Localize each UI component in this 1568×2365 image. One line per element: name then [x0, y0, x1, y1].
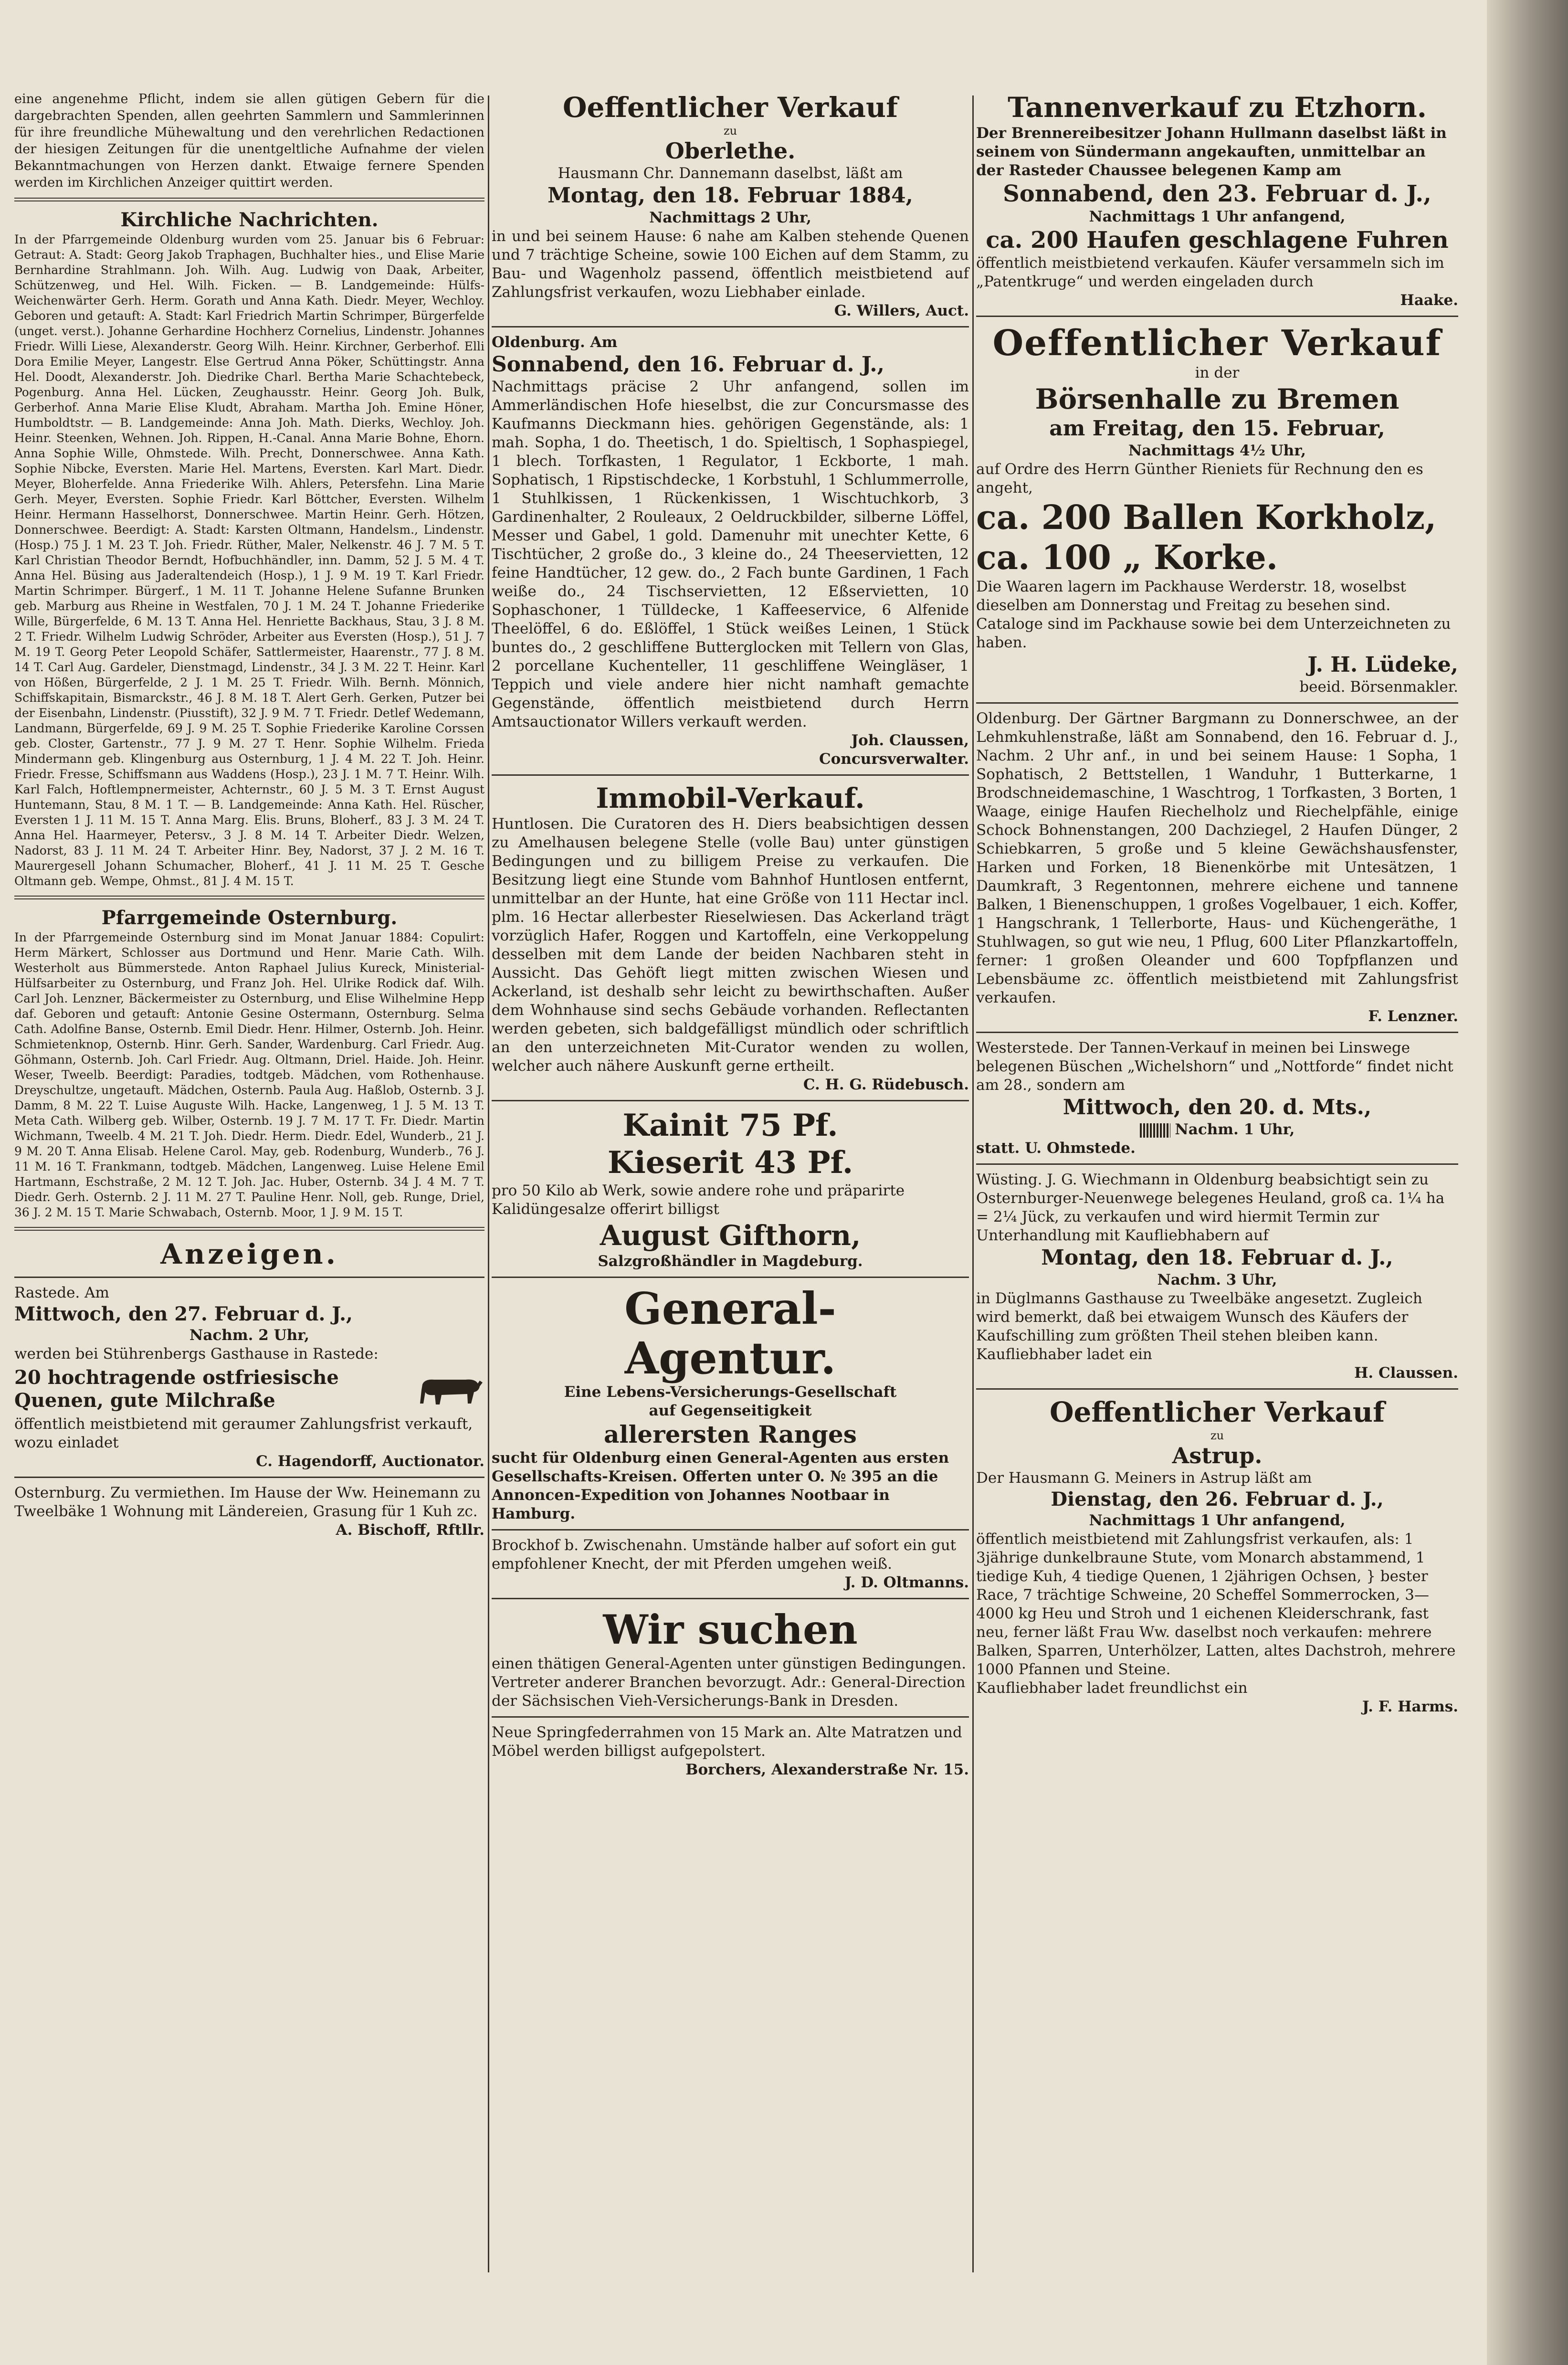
kainit-price: Kainit 75 Pf.: [622, 1108, 838, 1143]
tannen-sign: Haake.: [1400, 292, 1458, 309]
wuesting-text: Wüsting. J. G. Wiechmann in Oldenburg beabsichtigt sein zu Osternburger-Neuenwege belegenes Heuland, groß ca. 1¼ ha = 2¼ Jück, zu verkaufen und wird hiermit Termin zur Unterhandlung mit Kaufliebhabern auf: [976, 1171, 1445, 1244]
rastede-line-1: Rastede. Am: [14, 1284, 109, 1301]
cow-icon: [413, 1370, 484, 1408]
gifthorn-name: August Gifthorn,: [600, 1219, 861, 1252]
kali-text: pro 50 Kilo ab Werk, sowie andere rohe und präparirte Kalidüngesalze offerirt billigst: [492, 1182, 905, 1218]
rastede-tail: öffentlich meistbietend mit geraumer Zahlungsfrist verkauft, wozu einladet: [14, 1415, 473, 1451]
brockhof-text: Brockhof b. Zwischenahn. Umstände halber auf sofort ein gut empfohlener Knecht, der mit Pferden umgehen weiß.: [492, 1537, 957, 1573]
astrup-date: Dienstag, den 26. Februar d. J.,: [1051, 1488, 1384, 1510]
bargmann-sign: F. Lenzner.: [1368, 1008, 1458, 1025]
divider: [492, 1529, 969, 1531]
pointing-hand-icon: [1140, 1123, 1170, 1138]
boerse-place: Börsenhalle zu Bremen: [1035, 383, 1400, 415]
tannen-heading: Tannenverkauf zu Etzhorn.: [1008, 91, 1427, 124]
boerse-text-2: Die Waaren lagern im Packhause Werderstr. 18, woselbst dieselben am Donnerstag und Freitag zu besehen sind. Cataloge sind im Packhause sowie bei dem Unterzeichneten zu haben.: [976, 578, 1451, 651]
divider: [976, 702, 1458, 704]
boerse-in: in der: [1195, 364, 1240, 381]
general-heading-2: Agentur.: [624, 1332, 836, 1384]
agentur-line-3: allerersten Ranges: [604, 1420, 857, 1448]
tannen-text: Der Brennereibesitzer Johann Hullmann daselbst läßt in seinem von Sündermann angekauften, unmittelbar an der Rasteder Chaussee belegenen Kamp am: [976, 125, 1447, 179]
boerse-text: auf Ordre des Herrn Günther Rieniets für Rechnung den es angeht,: [976, 461, 1423, 496]
verkauf-sign: G. Willers, Auct.: [834, 302, 969, 319]
concurs-sign-2: Concursverwalter.: [819, 750, 969, 768]
concurs-head: Oldenburg. Am: [492, 334, 618, 351]
divider: [492, 774, 969, 776]
column-divider-right: [972, 95, 974, 2272]
divider: [14, 198, 484, 201]
divider: [14, 1277, 484, 1278]
wuesting-sign: H. Claussen.: [1354, 1364, 1458, 1382]
boerse-heading: Oeffentlicher Verkauf: [992, 323, 1442, 364]
verkauf-heading: Oeffentlicher Verkauf: [562, 91, 898, 124]
column-divider-left: [488, 95, 489, 2272]
wuesting-time: Nachm. 3 Uhr,: [1157, 1271, 1277, 1288]
rastede-time: Nachm. 2 Uhr,: [189, 1327, 310, 1344]
wuesting-text-2: in Düglmanns Gasthause zu Tweelbäke angesetzt. Zugleich wird bemerkt, daß bei etwaigem Wunsch des Käufers der Kaufschilling zum größten Theil stehen bleiben kann. Kaufliebhaber ladet ein: [976, 1290, 1422, 1363]
osternburg-text: In der Pfarrgemeinde Osternburg sind im Monat Januar 1884: Copulirt: Herm Märkert, Schlosser aus Dortmund und Henr. Marie Cath. Wilh. Westerholt aus Bümmerstede. Anton Raphael Julius Kureck, Ministerial-Hülfsarbeiter zu Osternburg, und Franz Joh. Hel. Ulrike Rodick daf. Wilh. Carl Joh. Lenzner, Bäckermeister zu Osternburg, und Elise Wilhelmine Hepp daf. Geboren und getauft: Antonie Gesine Ostermann, Osternburg. Selma Cath. Adolfine Banse, Osternb. Emil Diedr. Henr. Hilmer, Osternb. Joh. Heinr. Schmietenknop, Osternb. Hinr. Gerh. Sander, Wardenburg. Carl Friedr. Aug. Göhmann, Osternb. Joh. Carl Friedr. Aug. Oltmann, Driel. Haide. Joh. Heinr. Weser, Tweelb. Beerdigt: Paradies, todtgeb. Mädchen, vom Rothenhause. Dreyschultze, ungetauft. Mädchen, Osternb. Paula Aug. Haßlob, Osternb. 3 J. Damm, 8 M. 22 T. Luise Auguste Wilh. Hacke, Langenweg, 1 J. 5 M. 13 T. Meta Cath. Wilberg geb. Wilber, Osternb. 19 J. 7 M. 17 T. Fr. Diedr. Martin Wichmann, Tweelb. 4 M. 21 T. Joh. Diedr. Herm. Diedr. Edel, Wunderb., 21 J. 9 M. 20 T. Anna Elisab. Helene Carol. May, geb. Rodenburg, Wunderb., 76 J. 11 M. 16 T. Frankmann, todtgeb. Mädchen, Langenweg. Luise Helene Emil Hartmann, Eschstraße, 2 M. 12 T. Joh. Jac. Huber, Osternb. 34 J. 4 M. 7 T. Diedr. Gerh. Osternb. 2 J. 11 M. 27 T. Pauline Henr. Noll, geb. Runge, Driel, 36 J. 2 M. 15 T. Marie Schwabach, Osternb. Moor, 1 J. 9 M. 15 T.: [14, 930, 484, 1219]
boerse-date: am Freitag, den 15. Februar,: [1049, 416, 1385, 441]
verkauf-zu: zu: [723, 124, 737, 137]
verkauf-text: in und bei seinem Hause: 6 nahe am Kalben stehende Quenen und 7 trächtige Scheine, sowie 100 Eichen auf dem Stamm, zu Bau- und Wagenholz passend, öffentlich meistbietend auf Zahlungsfrist verkaufen, wozu Liebhaber einlade.: [492, 228, 969, 301]
agentur-line-1: Eine Lebens-Versicherungs-Gesellschaft: [564, 1383, 897, 1401]
divider: [976, 1388, 1458, 1390]
astrup-zu: zu: [1210, 1429, 1224, 1442]
westerstede-time-row: [976, 1120, 1458, 1139]
cow-heading: 20 hochtragende ostfriesische Quenen, gute Milchraße: [14, 1366, 339, 1412]
bargmann-text: Oldenburg. Der Gärtner Bargmann zu Donnerschwee, an der Lehmkuhlenstraße, läßt am Sonnabend, den 16. Februar d. J., Nachm. 2 Uhr anf., in und bei seinem Hause: 1 Sopha, 1 Sophatisch, 2 Bettstellen, 1 Wanduhr, 1 Butterkarne, 1 Brodschneidemaschine, 1 Waschtrog, 1 Torfkasten, 3 Borten, 1 Waage, einige Haufen Riechelholz und Riechelpfähle, einige Schock Bohnenstangen, 200 Dachziegel, 2 Haufen Dünger, 2 Schiebkarren, 5 große und 5 kleine Gewächshausfenster, Harken und Forken, 18 Bienenkörbe mit Untesätzen, 1 Daumkraft, 3 Regentonnen, mehrere eichene und tannene Balken, 1 Bienenschuppen, 1 großes Vogelbauer, 1 eich. Koffer, 1 Hangschrank, 1 Tellerborte, Haus- und Küchengeräthe, 1 Stuhlwagen, so gut wie neu, 1 Pflug, 600 Liter Pflanzkartoffeln, ferner: 1 großen Oleander und 600 Topfpflanzen und Lebensbäume zc. öffentlich meistbietend mit Zahlungsfrist verkaufen.: [976, 710, 1458, 1006]
agentur-text: sucht für Oldenburg einen General-Agenten aus ersten Gesellschafts-Kreisen. Offerten unter O. № 395 an die Annoncen-Expedition von Johannes Nootbaar in Hamburg.: [492, 1449, 949, 1522]
immobil-text: Huntlosen. Die Curatoren des H. Diers beabsichtigen dessen zu Amelhausen belegene Stelle (volle Bau) unter günstigen Bedingungen und zu billigem Preise zu verkaufen. Die Besitzung liegt eine Stunde vom Bahnhof Huntlosen entfernt, unmittelbar an der Hunte, hat eine Größe von 111 Hectar incl. plm. 16 Hectar allerbester Rieselwiesen. Das Ackerland trägt vorzüglich Hafer, Roggen und Kartoffeln, eine Verkoppelung desselben mit dem Lande der beiden Nachbaren steht in Aussicht. Das Gehöft liegt mitten zwischen Wiesen und Ackerland, ist deshalb sehr leicht zu bewirthschaften. Außer dem Wohnhause sind sechs Gebäude vorhanden. Reflectanten werden gebeten, sich baldgefälligst mündlich oder schriftlich an den unterzeichneten Mit-Curator wenden zu wollen, welcher auch nähere Auskunft gerne ertheilt.: [492, 815, 969, 1075]
kork-line-1: ca. 200 Ballen Korkholz,: [976, 497, 1437, 537]
concurs-sign: Joh. Claussen,: [851, 732, 969, 749]
divider: [976, 1163, 1458, 1165]
osternburg-heading: Pfarrgemeinde Osternburg.: [101, 907, 398, 929]
astrup-place: Astrup.: [1172, 1443, 1263, 1468]
divider: [14, 896, 484, 899]
rastede-date: Mittwoch, den 27. Februar d. J.,: [14, 1303, 353, 1325]
divider: [492, 1100, 969, 1101]
feder-text: Neue Springfederrahmen von 15 Mark an. Alte Matratzen und Möbel werden billigst aufgepolstert.: [492, 1724, 962, 1760]
tannen-date: Sonnabend, den 23. Februar d. J.,: [1003, 180, 1431, 207]
wuesting-date: Montag, den 18. Februar d. J.,: [1041, 1246, 1393, 1270]
westerstede-text: Westerstede. Der Tannen-Verkauf in meinen bei Linswege belegenen Büschen „Wichelshorn“ und „Nottforde“ findet nicht am 28., sondern am: [976, 1039, 1453, 1094]
anzeigen-heading: Anzeigen.: [160, 1238, 338, 1270]
divider: [14, 1227, 484, 1231]
astrup-heading: Oeffentlicher Verkauf: [1049, 1396, 1385, 1428]
rastede-sign: C. Hagendorff, Auctionator.: [256, 1453, 484, 1470]
divider: [492, 1716, 969, 1718]
kork-line-2: ca. 100 „ Korke.: [976, 538, 1278, 577]
astrup-text: öffentlich meistbietend mit Zahlungsfrist verkaufen, als: 1 3jährige dunkelbraune Stute, vom Monarch abstammend, 1 tiedige Kuh, 4 tiedige Quenen, 1 2jährigen Ochsen, } bester Race, 7 trächtige Schweine, 20 Scheffel Sommerrocken, 3—4000 kg Heu und Stroh und 1 eichenen Kleiderschrank, fast neu, ferner läßt Frau Ww. daselbst noch verkaufen: mehrere Balken, Sparren, Unterhölzer, Latten, altes Dachstroh, mehrere 1000 Pfannen und Steine.: [976, 1531, 1456, 1678]
astrup-sign: J. F. Harms.: [1362, 1698, 1458, 1715]
divider: [492, 1277, 969, 1278]
verkauf-date: Montag, den 18. Februar 1884,: [547, 183, 913, 208]
divider: [976, 1032, 1458, 1033]
westerstede-time: Nachm. 1 Uhr,: [1175, 1121, 1295, 1138]
divider: [976, 316, 1458, 317]
column-1: [14, 91, 484, 1540]
kirchliche-heading: Kirchliche Nachrichten.: [120, 209, 379, 231]
boerse-sign: J. H. Lüdeke,: [1307, 653, 1458, 677]
column-3: [976, 91, 1458, 1716]
verkauf-line-1: Hausmann Chr. Dannemann daselbst, läßt am: [558, 165, 903, 182]
kieserit-price: Kieserit 43 Pf.: [607, 1145, 853, 1181]
divider: [492, 1598, 969, 1599]
kirchliche-text: In der Pfarrgemeinde Oldenburg wurden vom 25. Januar bis 6 Februar: Getraut: A. Stadt: Georg Jakob Traphagen, Buchhalter hies., und Elise Marie Bernhardine Strahlmann. Joh. Wilh. Aug. Ludwig von Daak, Arbeiter, Schützenweg, und Hel. Wilh. Ficken. — B. Landgemeinde: Hülfs-Weichenwärter Gerh. Herm. Gorath und Anna Kath. Diedr. Meyer, Wechloy. Geboren und getauft: A. Stadt: Karl Friedrich Martin Schrimper, Bürgerfelde (unget. verst.). Johanne Gerhardine Hochherz Cornelius, Lindenstr. Johannes Friedr. Willi Liese, Alexanderstr. Georg Wilh. Heinr. Kirchner, Gerberhof. Elli Dora Emilie Meyer, Langestr. Else Gertrud Anna Pöker, Schüttingstr. Anna Hel. Doodt, Alexanderstr. Joh. Diedrike Charl. Bertha Marie Schachtebeck, Pogenburg. Anna Hel. Lücken, Zeughausstr. Heinr. Georg Joh. Bulk, Gerberhof. Anna Marie Elise Kludt, Abraham. Martha Joh. Emine Höner, Humboldtstr. — B. Landgemeinde: Anna Joh. Math. Dierks, Wechloy. Joh. Heinr. Steenken, Wehnen. Joh. Rippen, H.-Canal. Anna Marie Bohne, Ehorn. Anna Sophie Wille, Ohmstede. Wilh. Precht, Donnerschwee. Anna Kath. Sophie Nibcke, Eversten. Marie Hel. Martens, Eversten. Karl Mart. Diedr. Meyer, Bloherfelde. Anna Friederike Wilh. Ahlers, Petersfehn. Lina Marie Gerh. Meyer, Eversten. Sophie Friedr. Karl Böttcher, Eversten. Wilhelm Heinr. Hermann Hasselhorst, Donnerschwee. Martin Heinr. Gerh. Hötzen, Donnerschwee. Beerdigt: A. Stadt: Karsten Oltmann, Handelsm., Lindenstr. (Hosp.) 75 J. 1 M. 23 T. Joh. Friedr. Rüther, Maler, Nelkenstr. 46 J. 7 M. 5 T. Karl Christian Theodor Berndt, Hofbuchhändler, inn. Damm, 52 J. 5 M. 4 T. Anna Hel. Büsing aus Jaderaltendeich (Hosp.), 1 J. 9 M. 19 T. Karl Friedr. Martin Schrimper. Bürgerf., 1 M. 11 T. Johanne Helene Sufanne Brunken geb. Marburg aus Rheine in Westfalen, 70 J. 1 M. 24 T. Johanne Friederike Wille, Bürgerfelde, 6 M. 13 T. Anna Hel. Henriette Backhaus, Stau, 3 J. 8 M. 2 T. Friedr. Wilhelm Ludwig Schröder, Arbeiter aus Eversten (Hosp.), 51 J. 7 M. 19 T. Georg Peter Leopold Schäfer, Sattlermeister, Haarenstr., 77 J. 8 M. 14 T. Carl Aug. Gardeler, Dienstmagd, Lindenstr., 34 J. 3 M. 22 T. Heinr. Karl von Hößen, Bürgerfelde, 2 J. 1 M. 25 T. Friedr. Wilh. Bernh. Mönnich, Schiffskapitain, Bismarckstr., 46 J. 8 M. 18 T. Alert Gerh. Gerken, Putzer bei der Eisenbahn, Lindenstr. (Piusstift), 32 J. 9 M. 7 T. Friedr. Detlef Wedemann, Landmann, Bürgerfelde, 69 J. 9 M. 25 T. Sophie Friederike Karoline Corssen geb. Closter, Gartenstr., 77 J. 9 M. 27 T. Henr. Sophie Wilhelm. Frieda Mindermann geb. Klingenburg aus Osternburg, 1 J. 4 M. 22 T. Joh. Heinr. Friedr. Fresse, Schiffsmann aus Waddens (Hosp.), 23 J. 1 M. 7 T. Heinr. Wilh. Karl Falch, Hoftlempnermeister, Achternstr., 60 J. 5 M. 3 T. Ernst August Huntemann, Stau, 8 M. 1 T. — B. Landgemeinde: Anna Kath. Hel. Rüscher, Eversten 1 J. 11 M. 15 T. Anna Marg. Elis. Bruns, Bloherf., 83 J. 3 M. 24 T. Anna Hel. Haarmeyer, Petersv., 3 J. 8 M. 14 T. Arbeiter Diedr. Welzen, Nadorst, 83 J. 11 M. 24 T. Arbeiter Hinr. Bey, Nadorst, 37 J. 2 M. 16 T. Maurergesell Johann Schumacher, Bloherf., 41 J. 11 M. 25 T. Gesche Oltmann geb. Wempe, Ohmst., 81 J. 4 M. 15 T.: [14, 232, 484, 888]
agentur-line-2: auf Gegenseitigkeit: [649, 1402, 812, 1419]
wir-text: einen thätigen General-Agenten unter günstigen Bedingungen. Vertreter anderer Branchen bevorzugt. Adr.: General-Direction der Sächsischen Vieh-Versicherungs-Bank in Dresden.: [492, 1655, 967, 1710]
concurs-date: Sonnabend, den 16. Februar d. J.,: [492, 352, 884, 377]
brockhof-sign: J. D. Oltmanns.: [844, 1574, 969, 1591]
astrup-line-1: Der Hausmann G. Meiners in Astrup läßt am: [976, 1469, 1312, 1487]
verkauf-place: Oberlethe.: [665, 138, 796, 164]
wir-suchen-heading: Wir suchen: [603, 1606, 858, 1653]
immobil-sign: C. H. G. Rüdebusch.: [803, 1076, 969, 1093]
astrup-text-2: Kaufliebhaber ladet freundlichst ein: [976, 1679, 1248, 1697]
astrup-time: Nachmittags 1 Uhr anfangend,: [1089, 1512, 1346, 1529]
intro-text: eine angenehme Pflicht, indem sie allen gütigen Gebern für die dargebrachten Spenden, allen geehrten Sammlern und Sammlerinnen für ihre freundliche Mühewaltung und den verehrlichen Redactionen der hiesigen Zeitungen für die unentgeltliche Aufnahme der vielen Bekanntmachungen von Herzen dankt. Etwaige fernere Spenden werden im Kirchlichen Anzeiger quittirt werden.: [14, 92, 484, 190]
gifthorn-sub: Salzgroßhändler in Magdeburg.: [598, 1253, 863, 1270]
general-heading-1: General-: [624, 1283, 836, 1334]
verkauf-time: Nachmittags 2 Uhr,: [649, 209, 811, 226]
divider: [14, 1477, 484, 1478]
westerstede-sign: statt. U. Ohmstede.: [976, 1140, 1136, 1157]
tannen-big: ca. 200 Haufen geschlagene Fuhren: [986, 227, 1449, 253]
boerse-time: Nachmittags 4½ Uhr,: [1128, 442, 1306, 459]
osternburg-sign: A. Bischoff, Rftllr.: [336, 1521, 484, 1539]
immobil-heading: Immobil-Verkauf.: [596, 782, 865, 814]
cow-block: [14, 1366, 484, 1412]
boerse-sign-2: beeid. Börsenmakler.: [1299, 678, 1458, 696]
osternburg-ad: Osternburg. Zu vermiethen. Im Hause der Ww. Heinemann zu Tweelbäke 1 Wohnung mit Ländereien, Grasung für 1 Kuh zc.: [14, 1484, 481, 1520]
feder-sign: Borchers, Alexanderstraße Nr. 15.: [685, 1761, 969, 1778]
tannen-text-2: öffentlich meistbietend verkaufen. Käufer versammeln sich im „Patentkruge“ und werden eingeladen durch: [976, 254, 1444, 290]
column-2: [492, 91, 969, 1779]
tannen-time: Nachmittags 1 Uhr anfangend,: [1089, 208, 1346, 225]
westerstede-date: Mittwoch, den 20. d. Mts.,: [1063, 1095, 1372, 1119]
divider: [492, 326, 969, 327]
rastede-line-4: werden bei Stührenbergs Gasthause in Rastede:: [14, 1345, 379, 1362]
concurs-text: Nachmittags präcise 2 Uhr anfangend, sollen im Ammerländischen Hofe hieselbst, die zur Concursmasse des Kaufmanns Dieckmann hies. gehörigen Gegenstände, als: 1 mah. Sopha, 1 do. Theetisch, 1 do. Spieltisch, 1 Sophaspiegel, 1 blech. Torfkasten, 1 Regulator, 1 Eckborte, 1 mah. Sophatisch, 1 Ripstischdecke, 1 Korbstuhl, 1 Schlummerrolle, 1 Stuhlkissen, 1 Rückenkissen, 1 Wischtuchkorb, 3 Gardinenhalter, 2 Rouleaux, 2 Oeldruckbilder, silberne Löffel, Messer und Gabel, 1 gold. Damenuhr mit unechter Kette, 6 Tischtücher, 2 große do., 3 kleine do., 24 Theeservietten, 12 feine Handtücher, 12 gew. do., 2 Fach bunte Gardinen, 1 Fach weiße do., 24 Tischservietten, 12 Eßservietten, 10 Sophaschoner, 1 Tülldecke, 1 Kaffeeservice, 6 Alfenide Theelöffel, 6 do. Eßlöffel, 1 Stück weißes Leinen, 1 Stück buntes do., 2 geschliffene Butterglocken mit Tellern von Glas, 2 porcellane Kuchenteller, 11 geschliffene Weingläser, 1 Teppich und viele andere hier nicht namhaft gemachte Gegenstände, öffentlich meistbietend durch Herrn Amtsauctionator Willers verkauft werden.: [492, 378, 969, 730]
